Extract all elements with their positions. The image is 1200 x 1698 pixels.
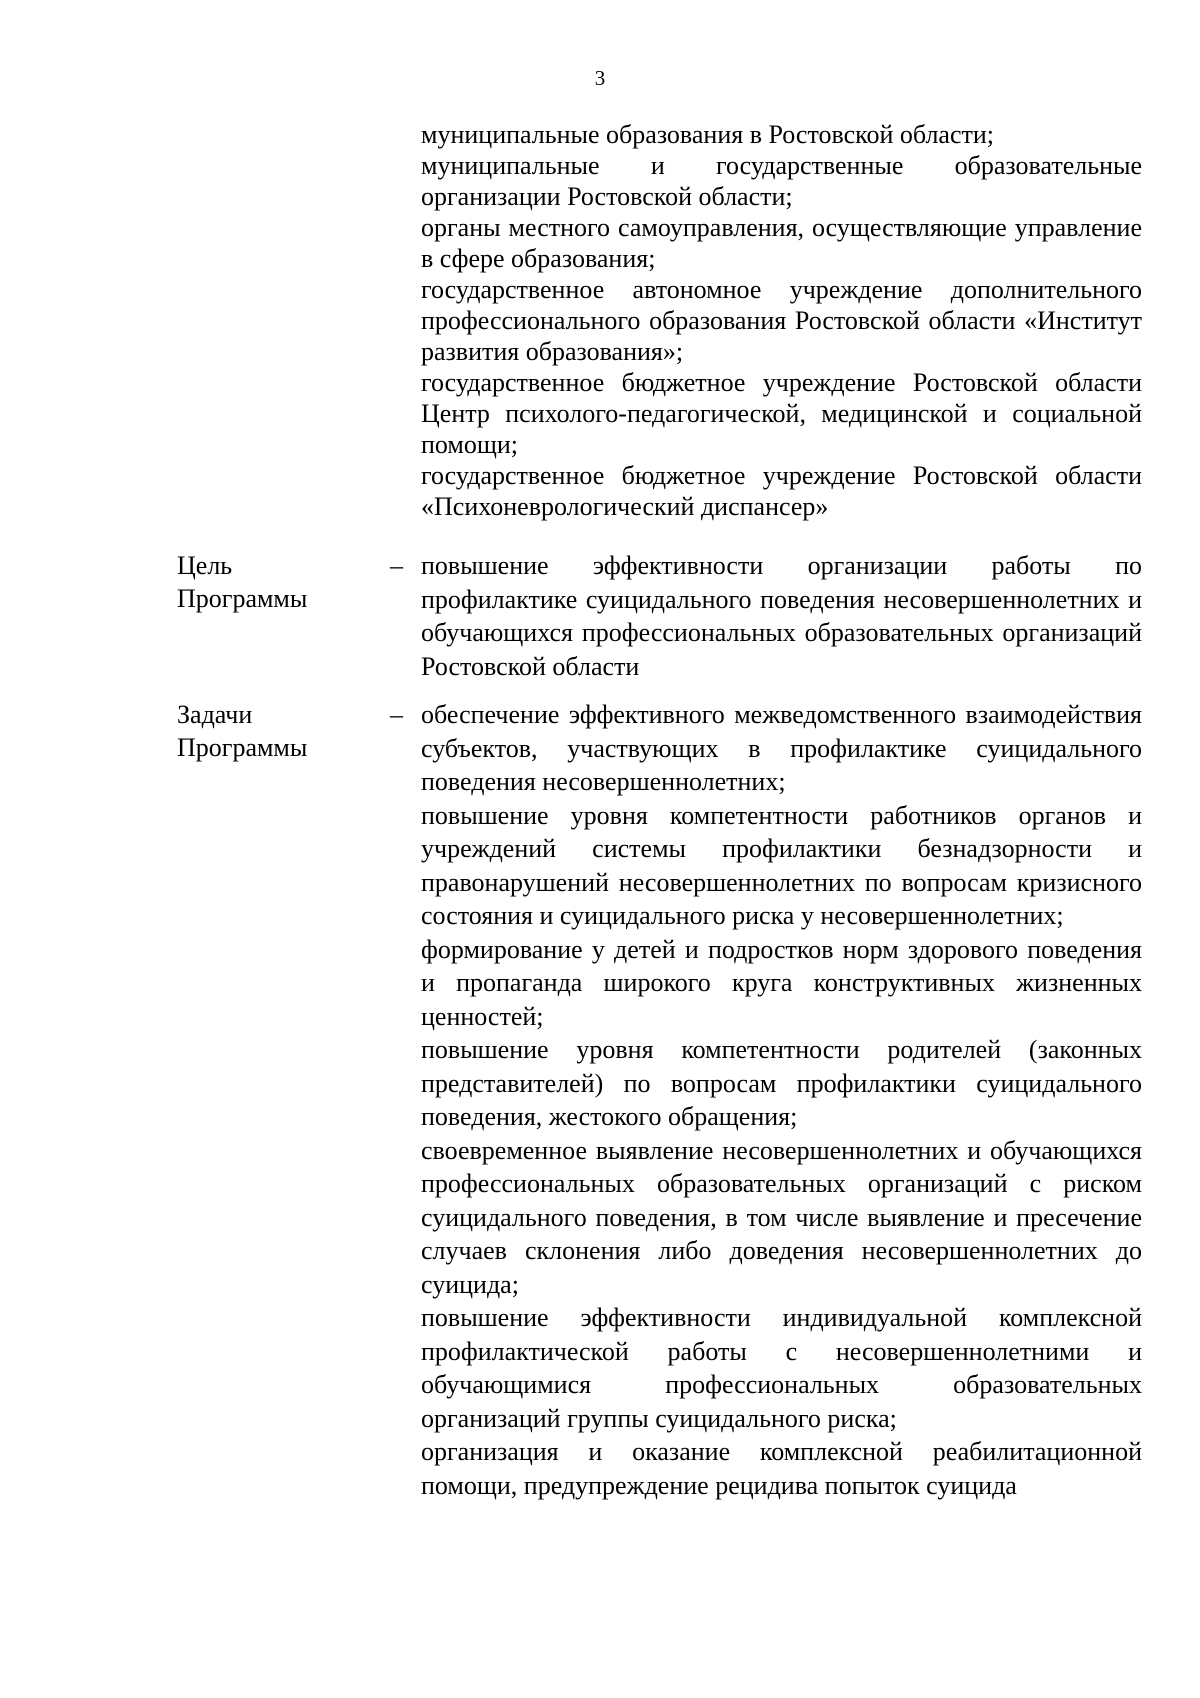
participant-item: муниципальные образования в Ростовской области; bbox=[421, 120, 995, 149]
tasks-dash: – bbox=[390, 700, 403, 729]
page-number: 3 bbox=[594, 66, 606, 90]
goal-label bbox=[177, 549, 377, 615]
goal-text bbox=[421, 549, 1142, 683]
participants-continuation bbox=[421, 119, 1142, 522]
tasks-label bbox=[177, 698, 377, 764]
participant-item: органы местного самоуправления, осуществляющие управление в сфере образования; bbox=[421, 213, 1142, 273]
task-item: повышение уровня компетентности родителей (законных представителей) по вопросам профилактики суицидального поведения, жестокого обращения; bbox=[421, 1035, 1142, 1131]
goal-label-line2: Программы bbox=[177, 584, 308, 613]
task-item: формирование у детей и подростков норм здорового поведения и пропаганда широкого круга конструктивных жизненных ценностей; bbox=[421, 934, 1142, 1031]
participant-item: муниципальные и государственные образовательные организации Ростовской области; bbox=[421, 151, 1142, 211]
tasks-text bbox=[421, 698, 1142, 1502]
task-item: организация и оказание комплексной реабилитационной помощи, предупреждение рецидива попыток суицида bbox=[421, 1437, 1142, 1500]
goal-dash: – bbox=[390, 551, 403, 580]
goal-paragraph: повышение эффективности организации работы по профилактике суицидального поведения несовершеннолетних и обучающихся профессиональных образовательных организаций Ростовской области bbox=[421, 551, 1142, 681]
tasks-label-line2: Программы bbox=[177, 733, 308, 762]
participant-item: государственное бюджетное учреждение Ростовской области Центр психолого-педагогической, медицинской и социальной помощи; bbox=[421, 368, 1142, 459]
task-item: повышение уровня компетентности работников органов и учреждений системы профилактики безнадзорности и правонарушений несовершеннолетних по вопросам кризисного состояния и суицидального риска у несовершеннолетних; bbox=[421, 800, 1142, 930]
task-item: повышение эффективности индивидуальной комплексной профилактической работы с несовершеннолетними и обучающимися профессиональных образовательных организаций группы суицидального риска; bbox=[421, 1303, 1142, 1433]
participant-item: государственное бюджетное учреждение Ростовской области «Психоневрологический диспансер» bbox=[421, 461, 1142, 521]
participant-item: государственное автономное учреждение дополнительного профессионального образования Ростовской области «Институт развития образования»; bbox=[421, 275, 1142, 366]
task-item: обеспечение эффективного межведомственного взаимодействия субъектов, участвующих в профилактике суицидального поведения несовершеннолетних; bbox=[421, 700, 1142, 796]
goal-label-line1: Цель bbox=[177, 551, 233, 580]
tasks-label-line1: Задачи bbox=[177, 700, 253, 729]
task-item: своевременное выявление несовершеннолетних и обучающихся профессиональных образовательных организаций с риском суицидального поведения, в том числе выявление и пресечение случаев склонения либо доведения несовершеннолетних до суицида; bbox=[421, 1135, 1142, 1299]
